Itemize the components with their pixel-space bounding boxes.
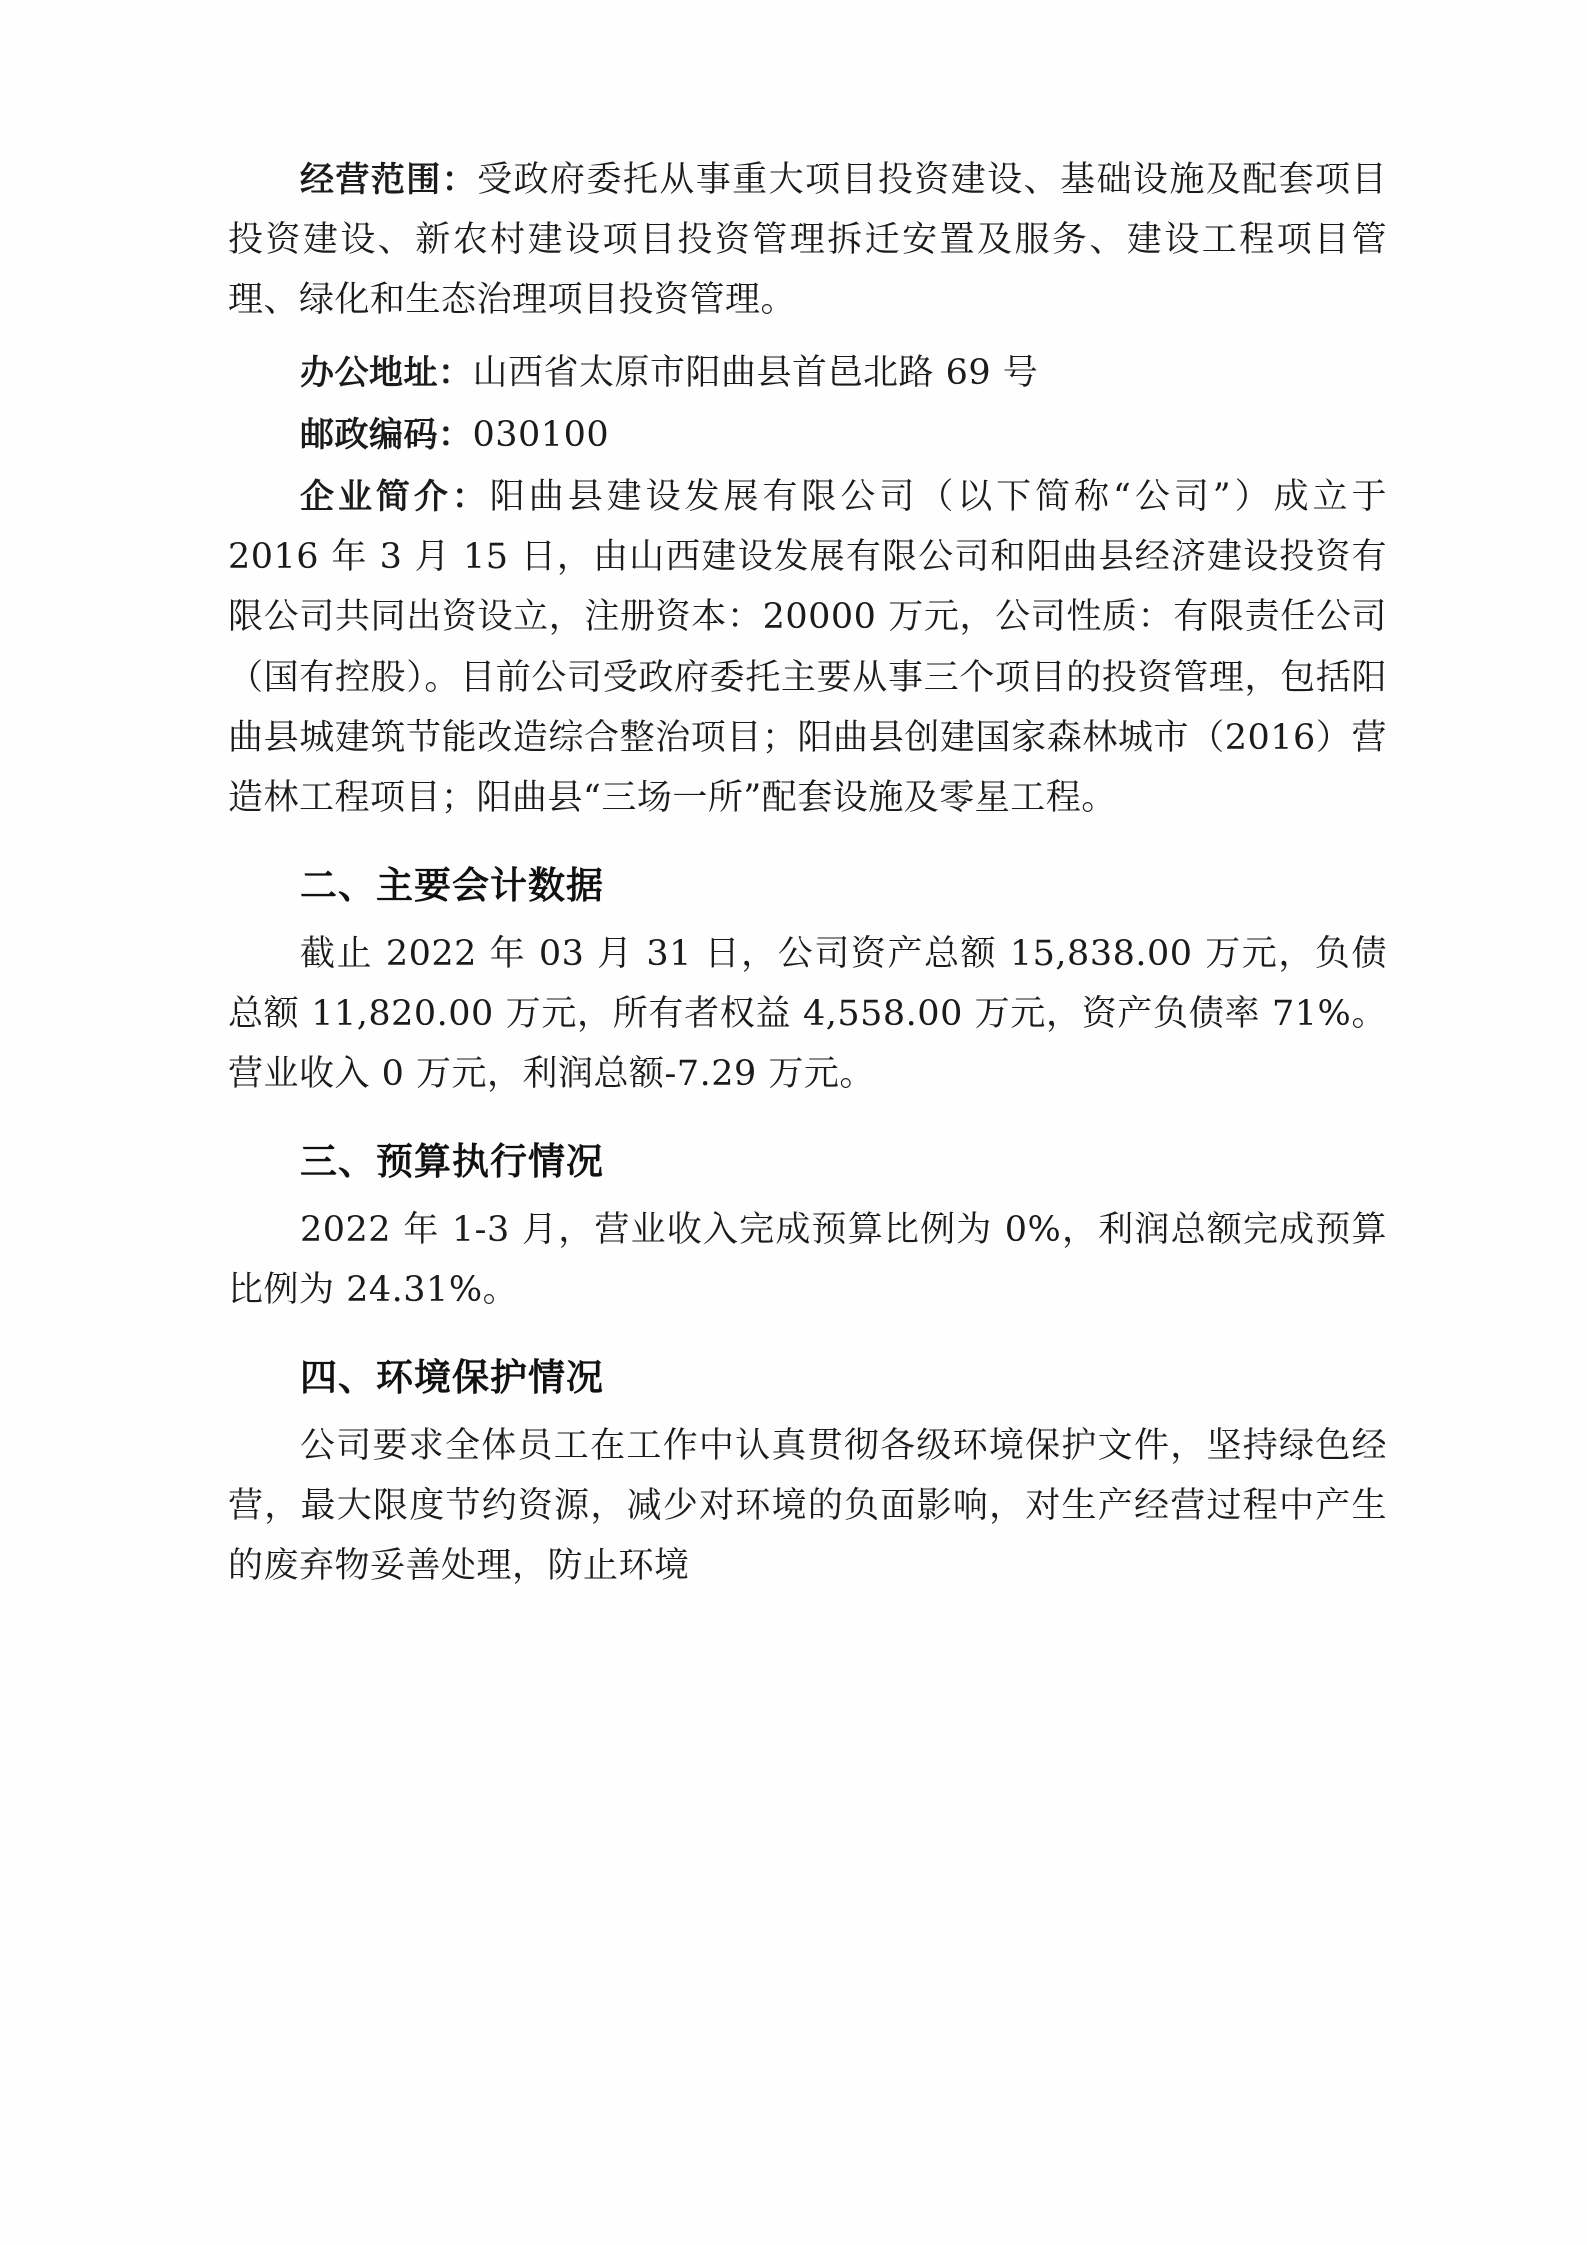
section-body-2: 截止 2022 年 03 月 31 日，公司资产总额 15,838.00 万元，负债总额 11,820.00 万元，所有者权益 4,558.00 万元，资产负债率 71%。营业收入 0 万元，利润总额-7.29 万元。	[228, 933, 1387, 1095]
paragraph-company-intro	[228, 467, 1387, 828]
label-office-address: 办公地址：	[300, 352, 473, 393]
section-body-3: 2022 年 1-3 月，营业收入完成预算比例为 0%，利润总额完成预算比例为 24.31%。	[228, 1209, 1387, 1311]
text-company-intro: 阳曲县建设发展有限公司（以下简称“公司”）成立于 2016 年 3 月 15 日，由山西建设发展有限公司和阳曲县经济建设投资有限公司共同出资设立，注册资本：20000 万元，公司性质：有限责任公司（国有控股）。目前公司受政府委托主要从事三个项目的投资管理，包括阳曲县城建筑节能改造综合整治项目；阳曲县创建国家森林城市（2016）营造林工程项目；阳曲县“三场一所”配套设施及零星工程。	[228, 476, 1388, 818]
paragraph-office-address	[228, 343, 1387, 403]
section-body-4: 公司要求全体员工在工作中认真贯彻各级环境保护文件，坚持绿色经营，最大限度节约资源，减少对环境的负面影响，对生产经营过程中产生的废弃物妥善处理，防止环境	[228, 1425, 1387, 1587]
document-body	[228, 150, 1387, 1596]
spacer	[228, 333, 1387, 343]
section-heading-3: 三、预算执行情况	[300, 1140, 604, 1184]
label-postal-code: 邮政编码：	[300, 414, 473, 455]
section-heading-2: 二、主要会计数据	[300, 864, 604, 908]
paragraph-postal-code	[228, 405, 1387, 465]
paragraph-business-scope	[228, 150, 1387, 331]
text-postal-code: 030100	[472, 414, 610, 455]
text-business-scope: 受政府委托从事重大项目投资建设、基础设施及配套项目投资建设、新农村建设项目投资管理拆迁安置及服务、建设工程项目管理、绿化和生态治理项目投资管理。	[228, 160, 1387, 321]
label-company-intro: 企业简介：	[300, 476, 490, 517]
text-office-address: 山西省太原市阳曲县首邑北路 69 号	[472, 352, 1039, 393]
section-heading-4: 四、环境保护情况	[300, 1356, 604, 1400]
label-business-scope: 经营范围：	[300, 160, 478, 200]
